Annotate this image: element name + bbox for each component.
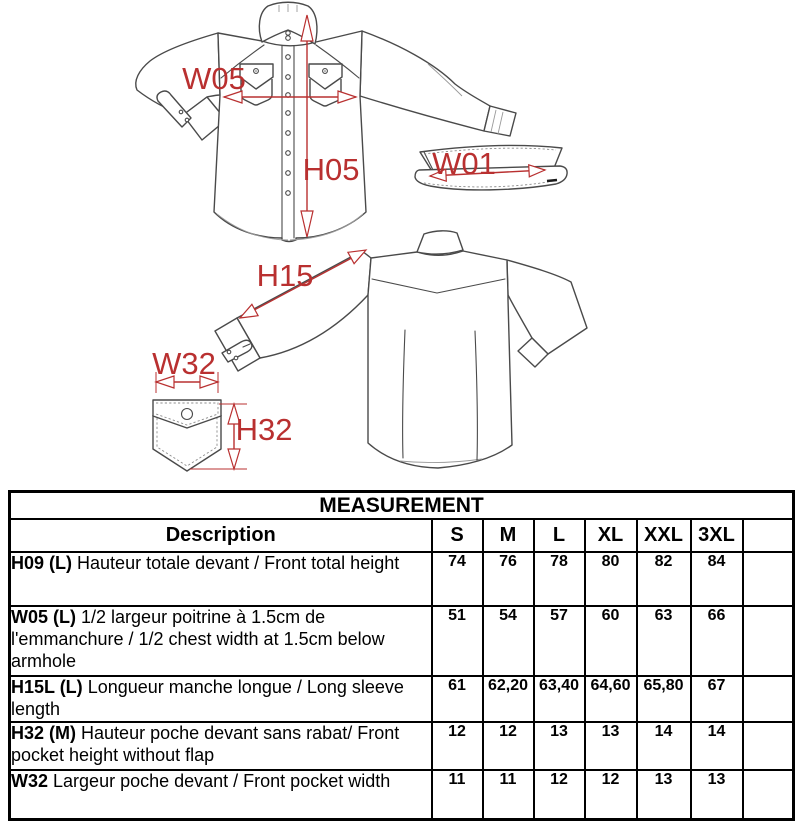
w01-label: W01 bbox=[432, 146, 496, 181]
value-cell: 12 bbox=[585, 770, 637, 820]
row-description bbox=[10, 722, 432, 770]
measure-code: H15L (L) bbox=[11, 677, 83, 697]
measure-text: 1/2 largeur poitrine à 1.5cm de l'emmanchure / 1/2 chest width at 1.5cm below armhole bbox=[11, 607, 385, 671]
pocket-snap bbox=[182, 409, 193, 420]
table-row bbox=[10, 722, 794, 770]
table-title-row bbox=[10, 492, 794, 520]
measure-text: Hauteur poche devant sans rabat/ Front pocket height without flap bbox=[11, 722, 400, 765]
value-cell: 51 bbox=[432, 606, 483, 676]
front-right-cuff bbox=[484, 106, 516, 136]
row-description bbox=[10, 552, 432, 606]
table-title: MEASUREMENT bbox=[10, 492, 794, 520]
w05-label: W05 bbox=[182, 61, 246, 96]
col-header-xl: XL bbox=[585, 519, 637, 552]
measure-code: W05 (L) bbox=[11, 607, 76, 627]
value-cell: 13 bbox=[585, 722, 637, 770]
row-description bbox=[10, 606, 432, 676]
value-cell: 11 bbox=[483, 770, 534, 820]
value-cell: 13 bbox=[637, 770, 691, 820]
col-header-m: M bbox=[483, 519, 534, 552]
value-cell bbox=[743, 722, 794, 770]
col-header-3xl: 3XL bbox=[691, 519, 743, 552]
value-cell bbox=[743, 552, 794, 606]
measure-text: Largeur poche devant / Front pocket width bbox=[53, 770, 391, 791]
measure-text: Longueur manche longue / Long sleeve length bbox=[11, 677, 404, 719]
col-header-l: L bbox=[534, 519, 585, 552]
value-cell: 64,60 bbox=[585, 676, 637, 722]
h05-label: H05 bbox=[302, 152, 360, 187]
shirt-front-view bbox=[136, 2, 516, 241]
value-cell: 11 bbox=[432, 770, 483, 820]
value-cell: 12 bbox=[432, 722, 483, 770]
row-description bbox=[10, 676, 432, 722]
measure-text: Hauteur totale devant / Front total height bbox=[77, 553, 400, 573]
w32-label: W32 bbox=[152, 346, 216, 381]
value-cell bbox=[743, 770, 794, 820]
table-header-row bbox=[10, 519, 794, 552]
row-description bbox=[10, 770, 432, 820]
value-cell: 82 bbox=[637, 552, 691, 606]
measure-code: H09 (L) bbox=[11, 553, 73, 573]
col-header-xxl: XXL bbox=[637, 519, 691, 552]
table-row bbox=[10, 552, 794, 606]
front-right-pocket bbox=[309, 64, 342, 106]
value-cell: 14 bbox=[637, 722, 691, 770]
value-cell: 12 bbox=[534, 770, 585, 820]
value-cell bbox=[743, 676, 794, 722]
back-collar bbox=[417, 231, 463, 254]
value-cell bbox=[743, 606, 794, 676]
value-cell: 80 bbox=[585, 552, 637, 606]
value-cell: 67 bbox=[691, 676, 743, 722]
value-cell: 76 bbox=[483, 552, 534, 606]
value-cell: 57 bbox=[534, 606, 585, 676]
measurement-table bbox=[8, 490, 795, 821]
value-cell: 14 bbox=[691, 722, 743, 770]
back-body bbox=[368, 251, 512, 468]
h15-label: H15 bbox=[256, 258, 314, 293]
value-cell: 74 bbox=[432, 552, 483, 606]
value-cell: 13 bbox=[691, 770, 743, 820]
col-header-description: Description bbox=[10, 519, 432, 552]
pocket-detail-view bbox=[153, 400, 221, 471]
cuff-button bbox=[179, 110, 183, 114]
value-cell: 66 bbox=[691, 606, 743, 676]
value-cell: 12 bbox=[483, 722, 534, 770]
table-row bbox=[10, 770, 794, 820]
front-right-sleeve bbox=[360, 31, 490, 131]
back-right-sleeve bbox=[507, 260, 587, 354]
value-cell: 54 bbox=[483, 606, 534, 676]
measure-code: H32 (M) bbox=[11, 722, 77, 743]
table-row bbox=[10, 606, 794, 676]
col-header-s: S bbox=[432, 519, 483, 552]
col-header-blank bbox=[743, 519, 794, 552]
value-cell: 63 bbox=[637, 606, 691, 676]
h32-label: H32 bbox=[235, 412, 293, 447]
value-cell: 62,20 bbox=[483, 676, 534, 722]
collar-band-label-mark bbox=[547, 180, 557, 181]
value-cell: 84 bbox=[691, 552, 743, 606]
value-cell: 63,40 bbox=[534, 676, 585, 722]
value-cell: 13 bbox=[534, 722, 585, 770]
table-row bbox=[10, 676, 794, 722]
cuff-button bbox=[185, 118, 189, 122]
measure-code: W32 bbox=[11, 770, 49, 791]
value-cell: 61 bbox=[432, 676, 483, 722]
value-cell: 78 bbox=[534, 552, 585, 606]
value-cell: 65,80 bbox=[637, 676, 691, 722]
value-cell: 60 bbox=[585, 606, 637, 676]
